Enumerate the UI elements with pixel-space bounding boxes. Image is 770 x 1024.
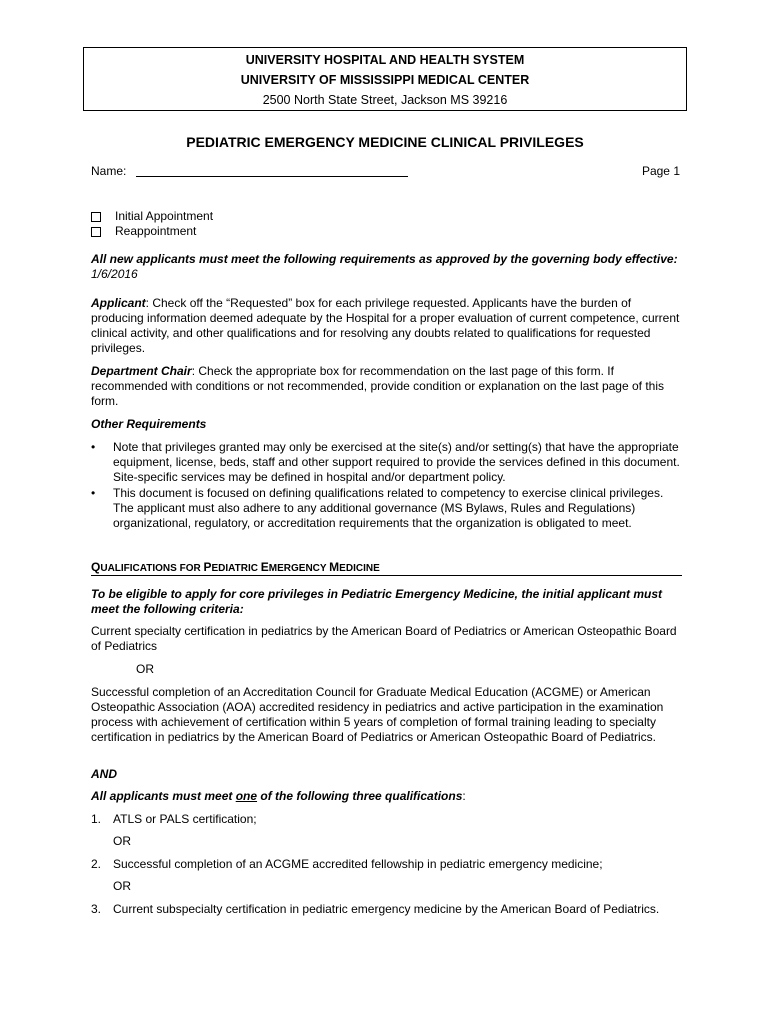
institution-header <box>83 47 687 111</box>
sc-e: E <box>260 560 269 574</box>
sc-q: Q <box>91 560 101 574</box>
item-text: ATLS or PALS certification; <box>113 812 257 826</box>
eligibility-intro: To be eligible to apply for core privileges in Pediatric Emergency Medicine, the initial applicant must meet the following criteria: <box>91 587 663 616</box>
effective-date: 1/6/2016 <box>91 267 138 281</box>
header-line-1: UNIVERSITY HOSPITAL AND HEALTH SYSTEM <box>245 53 525 67</box>
checkbox-icon[interactable] <box>91 227 101 237</box>
checkbox-reappointment[interactable] <box>91 224 196 239</box>
name-field[interactable] <box>136 176 408 177</box>
applicant-text: : Check off the “Requested” box for each privilege requested. Applicants have the burden of producing information deemed adequate by the Hospital for a proper evaluation of current competence, current clinical activity, and other qualifications and for resolving any doubts related to qualifications for requested privileges. <box>91 296 680 355</box>
sc-m: M <box>329 560 340 574</box>
bullet-icon: • <box>91 440 96 454</box>
item-number: 3. <box>91 902 102 916</box>
chair-instructions <box>91 364 687 409</box>
item-text: Successful completion of an ACGME accredited fellowship in pediatric emergency medicine; <box>113 857 603 871</box>
residency-criterion: Successful completion of an Accreditation Council for Graduate Medical Education (ACGME) or American Osteopathic Association (AOA) accredited residency in pediatrics and active participation in the examination process with achievement of certification within 5 years of completion of formal training leading to specialty certification in pediatrics by the American Board of Pediatrics or American Osteopathic Board of Pediatrics. <box>91 685 664 744</box>
item-text: Current subspecialty certification in pediatric emergency medicine by the American Board of Pediatrics. <box>113 902 660 916</box>
item-number: 2. <box>91 857 102 871</box>
bullet-icon: • <box>91 486 96 500</box>
or-separator: OR <box>113 879 131 893</box>
other-requirements-title: Other Requirements <box>91 417 207 431</box>
requirements-intro-text: All new applicants must meet the following requirements as approved by the governing body effective: <box>91 252 678 266</box>
applicant-label: Applicant <box>91 296 146 310</box>
chair-label: Department Chair <box>91 364 192 378</box>
header-line-2: UNIVERSITY OF MISSISSIPPI MEDICAL CENTER <box>240 73 530 87</box>
all-applicants-pre: All applicants must meet <box>91 789 236 803</box>
checkbox-label: Initial Appointment <box>115 209 214 223</box>
sc-medicine: EDICINE <box>339 563 380 574</box>
checkbox-label: Reappointment <box>115 224 197 238</box>
applicant-instructions <box>91 296 687 356</box>
sc-p: P <box>203 560 212 574</box>
checkbox-initial-appointment[interactable] <box>91 209 213 224</box>
section-divider <box>91 575 682 576</box>
name-label: Name: <box>91 164 127 178</box>
checkbox-icon[interactable] <box>91 212 101 222</box>
requirements-intro <box>91 252 687 282</box>
item-number: 1. <box>91 812 102 826</box>
document-title: PEDIATRIC EMERGENCY MEDICINE CLINICAL PRIVILEGES <box>186 134 584 150</box>
all-applicants-colon: : <box>462 789 466 803</box>
all-applicants-heading <box>91 789 687 804</box>
bullet-text: Note that privileges granted may only be exercised at the site(s) and/or setting(s) that have the appropriate equipment, license, beds, staff and other support required to provide the services defined in this document. Site-specific services may be defined in hospital and/or department policy. <box>113 440 680 484</box>
or-separator: OR <box>136 662 154 676</box>
and-separator: AND <box>91 767 117 781</box>
or-separator: OR <box>113 834 131 848</box>
chair-text: : Check the appropriate box for recommendation on the last page of this form. If recommended with conditions or not recommended, provide condition or explanation on the last page of this form. <box>91 364 665 408</box>
sc-qualifications: UALIFICATIONS FOR <box>100 563 204 574</box>
certification-criterion: Current specialty certification in pediatrics by the American Board of Pediatrics or American Osteopathic Board of Pediatrics <box>91 624 677 653</box>
bullet-text: This document is focused on defining qualifications related to competency to exercise clinical privileges. The applicant must also adhere to any additional governance (MS Bylaws, Rules and Regulations) organizational, regulatory, or accreditation requirements that the organization is obligated to meet. <box>113 486 664 530</box>
all-applicants-one: one <box>235 789 258 803</box>
sc-pediatric: EDIATRIC <box>211 563 261 574</box>
header-address: 2500 North State Street, Jackson MS 39216 <box>262 93 508 107</box>
section-heading <box>91 560 380 576</box>
page-number: Page 1 <box>641 164 680 178</box>
sc-emergency: MERGENCY <box>268 563 330 574</box>
all-applicants-post: of the following three qualifications <box>257 789 463 803</box>
